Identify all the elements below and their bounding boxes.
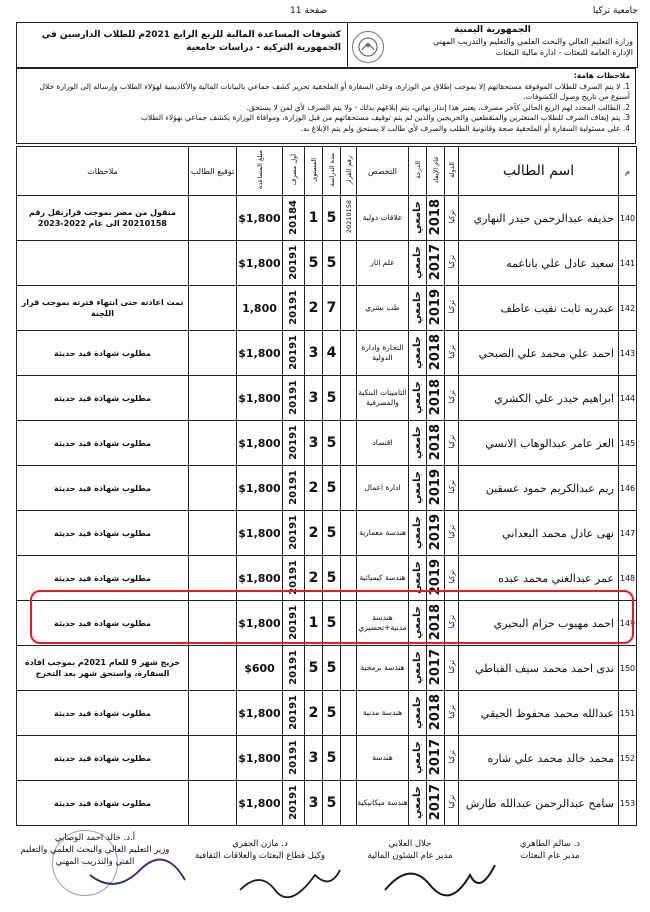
note-item: 3. يتم إيقاف الصرف للطلاب المتعثرين والمنقطعين والخريجين والذين لم يتم توقيف مستحقاتهم من قبل الوزارة، وموافاة الوزارة بكشف جماعي بهؤلاء الطلاب (141, 113, 630, 122)
row-degree: جامعي (409, 331, 427, 376)
notes-box (16, 68, 636, 144)
row-degree: جامعي (409, 376, 427, 421)
header-box (16, 22, 638, 68)
row-degree: جامعي (409, 286, 427, 331)
signatory-name: د. مازن الجفري (232, 839, 288, 849)
row-country: تركيا (445, 601, 459, 646)
row-remark: مطلوب شهادة قيد حديثة (17, 601, 189, 646)
row-country: تركيا (445, 691, 459, 736)
row-level: 2 (305, 691, 323, 736)
row-level: 5 (305, 646, 323, 691)
row-major: هندسة (357, 736, 409, 781)
row-degree: جامعي (409, 736, 427, 781)
top-line (0, 6, 650, 22)
row-remark: تمت اعادته حتى انتهاء فترته بموجب قرار اللجنة (17, 286, 189, 331)
row-seq: 142 (619, 286, 637, 331)
row-duration: 4 (323, 331, 341, 376)
students-table (16, 146, 637, 826)
row-amount: $1,800 (237, 331, 283, 376)
row-level: 2 (305, 286, 323, 331)
row-remark (17, 241, 189, 286)
row-year: 2017 (427, 241, 445, 286)
row-degree: جامعي (409, 691, 427, 736)
row-major: التجارة وادارة الدولية (357, 331, 409, 376)
row-major: هندسة مدنية (357, 691, 409, 736)
row-duration: 5 (323, 466, 341, 511)
row-remark: خريج شهر 9 للعام 2021م بموجب افادة السفارة، واستحق شهر بعد التخرج (17, 646, 189, 691)
row-name: احمد علي محمد علي الصبحي (459, 331, 619, 376)
row-amount: $600 (237, 646, 283, 691)
row-amount: 1,800 (237, 286, 283, 331)
row-first-pay: 20191 (283, 286, 305, 331)
row-major: هندسة ميكانيكية (357, 781, 409, 826)
row-remark: مطلوب شهادة قيد حديثة (17, 376, 189, 421)
col-decision: رقم القرار (341, 147, 357, 196)
row-name: سامح عبدالرحمن عبدالله طارش (459, 781, 619, 826)
row-seq: 145 (619, 421, 637, 466)
row-year: 2017 (427, 736, 445, 781)
row-signature (189, 511, 237, 556)
row-seq: 148 (619, 556, 637, 601)
row-decision (341, 466, 357, 511)
row-remark: مطلوب شهادة قيد حديثة (17, 781, 189, 826)
row-level: 3 (305, 421, 323, 466)
row-duration: 5 (323, 421, 341, 466)
row-seq: 141 (619, 241, 637, 286)
row-level: 3 (305, 376, 323, 421)
row-remark: مطلوب شهادة قيد حديثة (17, 331, 189, 376)
row-remark: مطلوب شهادة قيد حديثة (17, 421, 189, 466)
row-duration: 5 (323, 511, 341, 556)
row-first-pay: 20191 (283, 691, 305, 736)
row-decision (341, 736, 357, 781)
row-degree: جامعي (409, 646, 427, 691)
row-duration: 5 (323, 781, 341, 826)
table-row (17, 376, 637, 421)
table-row (17, 196, 637, 241)
row-decision (341, 421, 357, 466)
row-first-pay: 20191 (283, 421, 305, 466)
signatory-title: وكيل قطاع البعثات والعلاقات الثقافية (195, 851, 325, 861)
department-name: الإدارة العامة للبعثات - ادارة مالية البعثات (495, 48, 633, 57)
row-country: تركيا (445, 736, 459, 781)
row-name: محمد خالد محمد علي شاره (459, 736, 619, 781)
signatory-name: جلال العلابي (388, 839, 432, 849)
row-country: تركيا (445, 466, 459, 511)
col-country: الدولة (445, 147, 459, 196)
row-major: التامينات البنكية والمصرفية (357, 376, 409, 421)
row-seq: 147 (619, 511, 637, 556)
row-level: 1 (305, 601, 323, 646)
table-row (17, 556, 637, 601)
col-degree: الدرجة (409, 147, 427, 196)
page-number: صفحة 11 (290, 6, 328, 16)
row-name: ريم عبدالكريم حمود عسقين (459, 466, 619, 511)
row-amount: $1,800 (237, 241, 283, 286)
row-first-pay: 20191 (283, 241, 305, 286)
row-duration: 5 (323, 736, 341, 781)
row-signature (189, 376, 237, 421)
row-signature (189, 691, 237, 736)
col-duration: مدة الدراسة (323, 147, 341, 196)
row-first-pay: 20191 (283, 511, 305, 556)
row-duration: 7 (323, 286, 341, 331)
col-remarks: ملاحظات (17, 147, 189, 196)
row-amount: $1,800 (237, 556, 283, 601)
row-decision (341, 601, 357, 646)
row-seq: 150 (619, 646, 637, 691)
row-level: 3 (305, 331, 323, 376)
row-duration: 5 (323, 241, 341, 286)
row-country: تركيا (445, 511, 459, 556)
row-decision: 20210158 (341, 196, 357, 241)
row-duration: 5 (323, 601, 341, 646)
row-remark: مطلوب شهادة قيد حديثة (17, 466, 189, 511)
row-amount: $1,800 (237, 691, 283, 736)
table-row (17, 331, 637, 376)
row-major: هندسة مدنية+تحضيري (357, 601, 409, 646)
ministry-block (347, 23, 637, 67)
row-degree: جامعي (409, 421, 427, 466)
row-year: 2019 (427, 466, 445, 511)
row-duration: 5 (323, 691, 341, 736)
row-year: 2019 (427, 511, 445, 556)
row-major: هندسة معمارية (357, 511, 409, 556)
row-level: 5 (305, 241, 323, 286)
row-signature (189, 781, 237, 826)
row-country: تركيا (445, 331, 459, 376)
row-level: 3 (305, 781, 323, 826)
row-signature (189, 241, 237, 286)
row-amount: $1,800 (237, 781, 283, 826)
document-title: كشوفات المساعدة المالية للربع الرابع 2021م للطلاب الدارسين في الجمهورية التركية - دراسات جامعية (41, 30, 341, 53)
row-duration: 5 (323, 196, 341, 241)
row-seq: 146 (619, 466, 637, 511)
row-signature (189, 556, 237, 601)
table-row (17, 781, 637, 826)
table-row (17, 691, 637, 736)
ministry-name: وزارة التعليم العالي والبحث العلمي والتعليم والتدريب المهني (433, 37, 633, 46)
row-first-pay: 20191 (283, 781, 305, 826)
table-row (17, 286, 637, 331)
row-first-pay: 20191 (283, 646, 305, 691)
row-duration: 5 (323, 556, 341, 601)
row-degree: جامعي (409, 196, 427, 241)
row-amount: $1,800 (237, 376, 283, 421)
row-degree: جامعي (409, 601, 427, 646)
table-row (17, 466, 637, 511)
row-first-pay: 20191 (283, 376, 305, 421)
row-seq: 151 (619, 691, 637, 736)
row-remark: منقول من مصر بموجب قرارنقل رقم 20210158 الى عام 2022-2023 (17, 196, 189, 241)
table-row (17, 736, 637, 781)
signatory-title: مدير عام الشئون المالية (367, 851, 453, 861)
row-degree: جامعي (409, 556, 427, 601)
government-name: الجمهورية اليمنية (454, 25, 531, 35)
row-degree: جامعي (409, 466, 427, 511)
row-year: 2018 (427, 601, 445, 646)
row-year: 2019 (427, 286, 445, 331)
row-name: عبدالله محمد محفوظ الحيقي (459, 691, 619, 736)
signatory-title: مدير عام البعثات (520, 851, 580, 861)
table-header-row (17, 147, 637, 196)
row-year: 2018 (427, 691, 445, 736)
row-country: تركيا (445, 286, 459, 331)
col-level: المستوى (305, 147, 323, 196)
row-first-pay: 20191 (283, 556, 305, 601)
table-row (17, 241, 637, 286)
row-year: 2019 (427, 556, 445, 601)
signatory-name: د. سالم الطاهري (519, 839, 581, 849)
row-level: 1 (305, 196, 323, 241)
row-decision (341, 781, 357, 826)
note-item: 4. على مسئولية السفارة أو الملحقية صحة وقانونية الطلب والصرف لأي طالب لا يستحق ولم يتم الإبلاغ به. (300, 123, 630, 133)
signatory-title: وزير التعليم العالي والبحث العلمي والتعليم الفني والتدريب المهني (20, 845, 170, 867)
row-name: سعيد عادل علي باناعمه (459, 241, 619, 286)
row-decision (341, 331, 357, 376)
table-row (17, 646, 637, 691)
row-amount: $1,800 (237, 466, 283, 511)
signature-block-4 (15, 832, 175, 868)
row-name: نهى عادل محمد البعداني (459, 511, 619, 556)
row-seq: 149 (619, 601, 637, 646)
row-country: تركيا (445, 376, 459, 421)
table-body (17, 196, 637, 826)
row-first-pay: 20191 (283, 331, 305, 376)
row-signature (189, 646, 237, 691)
row-decision (341, 691, 357, 736)
note-item: 2. الطالب المحدد لهم الربع الحالي كآخر مصرف، يعتبر هذا إنذار نهائي، يتم إبلاغهم بذلك - ولا يتم الصرف لأي لمن لا يستحق. (246, 102, 630, 112)
row-signature (189, 196, 237, 241)
row-name: عمر عبدالغني محمد عبده (459, 556, 619, 601)
signatures (0, 828, 650, 912)
row-first-pay: 20191 (283, 466, 305, 511)
notes-heading: ملاحظات هامة: (573, 71, 630, 80)
row-name: ندى احمد محمد سيف القباطي (459, 646, 619, 691)
row-degree: جامعي (409, 781, 427, 826)
row-level: 2 (305, 511, 323, 556)
row-amount: $1,800 (237, 196, 283, 241)
row-major: هندسة برمجية (357, 646, 409, 691)
signature-block-3 (180, 838, 340, 862)
row-amount: $1,800 (237, 736, 283, 781)
row-name: ابراهيم حيدر علي الكشري (459, 376, 619, 421)
signature-block-2 (345, 838, 475, 862)
row-country: تركيا (445, 421, 459, 466)
row-seq: 143 (619, 331, 637, 376)
row-major: ادارة اعمال (357, 466, 409, 511)
row-major: اقتصاد (357, 421, 409, 466)
row-amount: $1,800 (237, 601, 283, 646)
row-name: العز عامر عبدالوهاب الانسي (459, 421, 619, 466)
col-seq: م (619, 147, 637, 196)
row-year: 2018 (427, 196, 445, 241)
row-decision (341, 646, 357, 691)
row-year: 2017 (427, 781, 445, 826)
row-first-pay: 20191 (283, 601, 305, 646)
row-duration: 5 (323, 646, 341, 691)
row-level: 2 (305, 466, 323, 511)
row-country: تركيا (445, 241, 459, 286)
row-signature (189, 466, 237, 511)
row-remark: مطلوب شهادة قيد حديثة (17, 556, 189, 601)
table-row (17, 511, 637, 556)
row-level: 3 (305, 736, 323, 781)
row-year: 2018 (427, 421, 445, 466)
row-major: طب بشري (357, 286, 409, 331)
row-decision (341, 376, 357, 421)
note-item: 1. لا يتم الصرف للطلاب الموقوفة مستحقاتهم إلا بموجب إطلاق من الوزارة، وعلى السفارة أو الملحقية تحرير كشف جماعي بالبيانات المالية والأكاديمية لهؤلاء الطلاب وإرساله إلى الوزارة خلال أسبوع من تاريخ وصول الكشوفات. (39, 81, 630, 101)
col-amount: مبلغ المساعدة (237, 147, 283, 196)
row-signature (189, 601, 237, 646)
row-signature (189, 286, 237, 331)
row-name: احمد مهيوب حزام البحيري (459, 601, 619, 646)
row-first-pay: 20191 (283, 736, 305, 781)
row-decision (341, 241, 357, 286)
row-signature (189, 421, 237, 466)
row-amount: $1,800 (237, 511, 283, 556)
row-name: حذيفه عبدالرحمن حيدر النهاري (459, 196, 619, 241)
row-signature (189, 331, 237, 376)
col-first-pay: أول مصرف (283, 147, 305, 196)
row-amount: $1,800 (237, 421, 283, 466)
col-name: اسم الطالب (459, 147, 619, 196)
row-year: 2018 (427, 331, 445, 376)
row-seq: 140 (619, 196, 637, 241)
row-major: علاقات دولية (357, 196, 409, 241)
table-row (17, 601, 637, 646)
col-signature: توقيع الطالب (189, 147, 237, 196)
row-seq: 144 (619, 376, 637, 421)
row-seq: 153 (619, 781, 637, 826)
row-signature (189, 736, 237, 781)
row-name: عبدربه ثابت نقيب عاطف (459, 286, 619, 331)
row-major: علم اثار (357, 241, 409, 286)
university-label: جامعية تركيا (592, 6, 638, 16)
row-level: 2 (305, 556, 323, 601)
row-decision (341, 556, 357, 601)
signature-block-1 (490, 838, 610, 862)
row-degree: جامعي (409, 511, 427, 556)
row-degree: جامعي (409, 241, 427, 286)
signatory-name: أ.د. خالد احمد الوصابي (54, 833, 136, 843)
row-country: تركيا (445, 556, 459, 601)
row-country: تركيا (445, 196, 459, 241)
row-first-pay: 20184 (283, 196, 305, 241)
row-duration: 5 (323, 376, 341, 421)
col-major: التخصص (357, 147, 409, 196)
row-remark: مطلوب شهادة قيد حديثة (17, 511, 189, 556)
table-row (17, 421, 637, 466)
row-remark: مطلوب شهادة قيد حديثة (17, 691, 189, 736)
row-country: تركيا (445, 646, 459, 691)
row-major: هندسة كيميائية (357, 556, 409, 601)
row-remark: مطلوب شهادة قيد حديثة (17, 736, 189, 781)
row-year: 2017 (427, 646, 445, 691)
row-decision (341, 511, 357, 556)
row-seq: 152 (619, 736, 637, 781)
row-year: 2018 (427, 376, 445, 421)
row-country: تركيا (445, 781, 459, 826)
col-year: عام الإيفاد (427, 147, 445, 196)
row-decision (341, 286, 357, 331)
emblem-icon (352, 31, 384, 63)
